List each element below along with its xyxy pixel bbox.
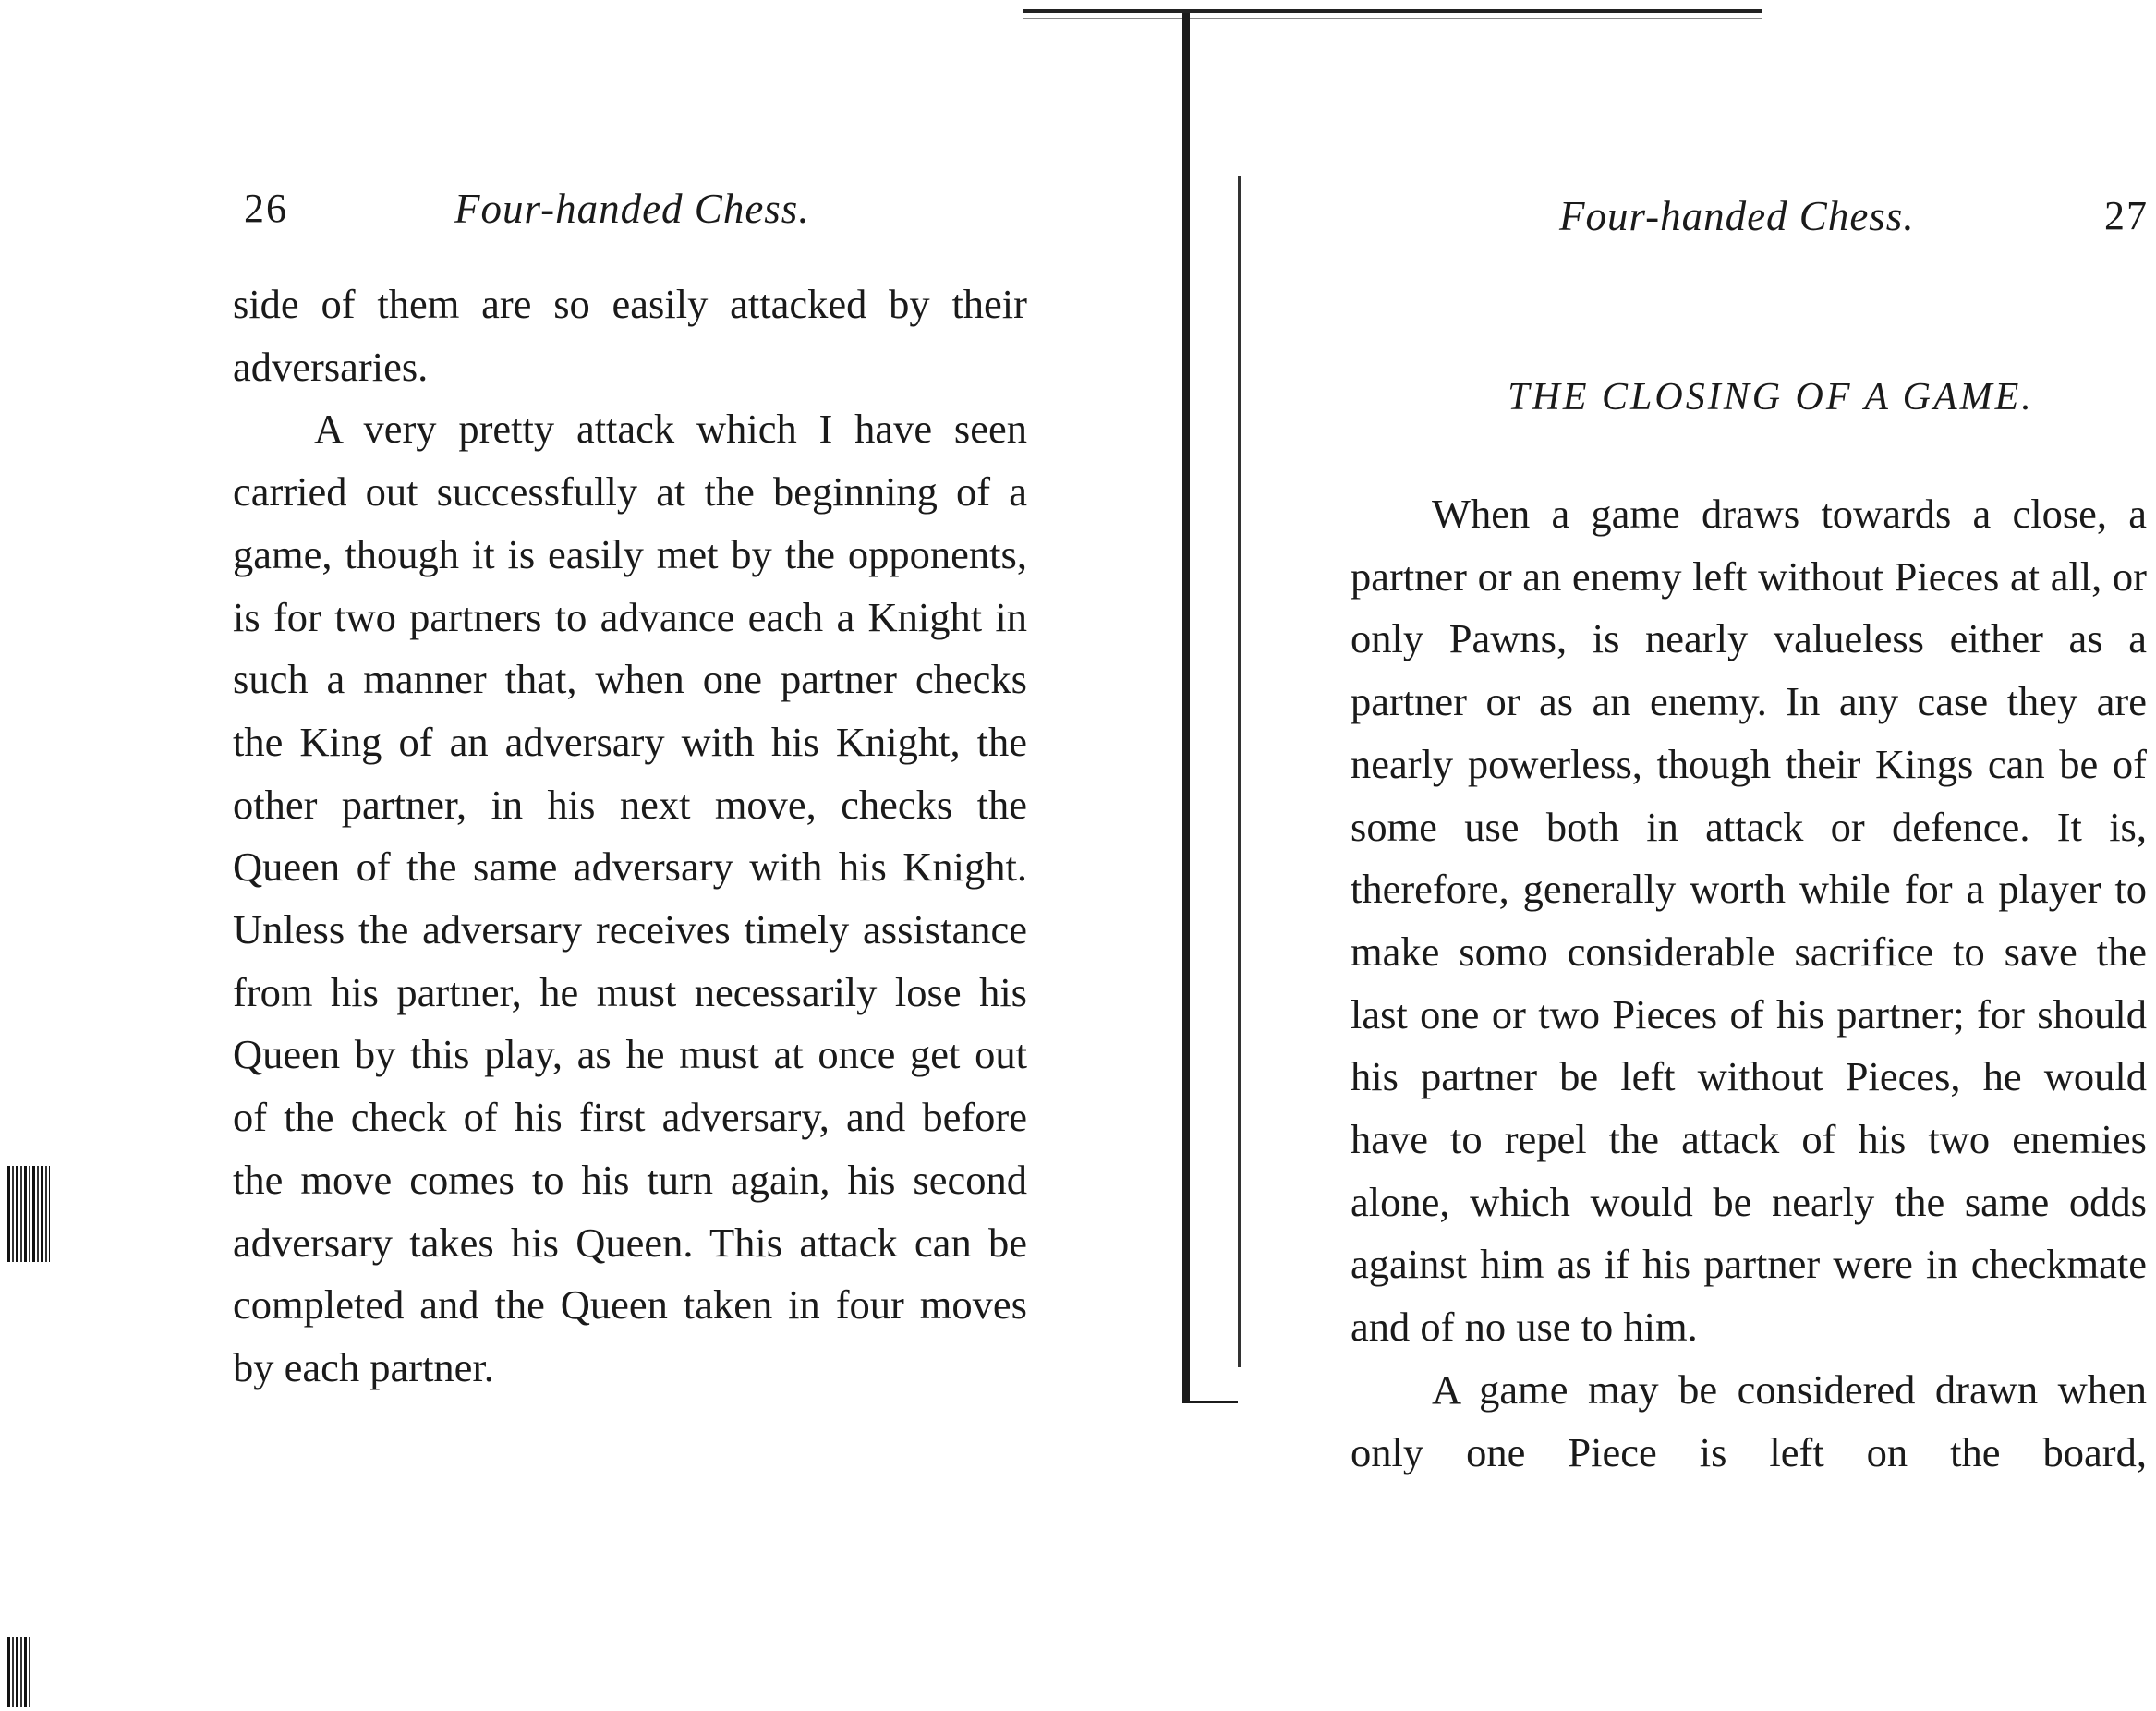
section-heading: THE CLOSING OF A GAME. xyxy=(1508,376,2034,419)
paragraph: side of them are so easily attacked by their adversaries. xyxy=(233,281,1027,390)
binding-inner-line xyxy=(1238,176,1241,1367)
body-text xyxy=(233,273,1027,1400)
running-head xyxy=(1338,181,2149,237)
binding-edge-top-thin xyxy=(1023,18,1762,19)
paragraph: A very pretty attack which I have seen carried out successfully at the beginning of a game, though it is easily met by the opponents, is for two partners to advance each a Knight in such a manner that, when one partner checks the King of an adversary with his Knight, the other partner, in his next move, checks the Queen of the same adversary with his Knight. Unless the adversary receives timely assistance from his partner, he must necessarily lose his Queen by this play, as he must at once get out of the check of his first adversary, and before the move comes to his turn again, his second adversary takes his Queen. This attack can be completed and the Queen taken in four moves by each partner. xyxy=(233,406,1027,1390)
running-head-title: Four-handed Chess. xyxy=(1559,193,1915,239)
binding-edge-top xyxy=(1023,9,1762,13)
binding-spine-foot xyxy=(1190,1401,1238,1403)
scan-edge-mark xyxy=(7,1637,30,1707)
paragraph: When a game draws towards a close, a partner or an enemy left without Pieces at all, or only Pawns, is nearly valueless either as a partner or as an enemy. In any case they are nearly powerless, though their Kings can be of some use both in attack or defence. It is, therefore, generally worth while for a player to make somo considerable sacrifice to save the last one or two Pieces of his partner; for should his partner be left without Pieces, he would have to repel the attack of his two enemies alone, which would be nearly the same odds against him as if his partner were in checkmate and of no use to him. xyxy=(1351,491,2147,1351)
paragraph: A game may be considered drawn when only one Piece is left on the board, xyxy=(1351,1365,2147,1475)
scan-edge-mark xyxy=(7,1166,50,1262)
page-number: 26 xyxy=(244,186,288,231)
body-text xyxy=(1351,483,2147,1484)
page-number: 27 xyxy=(2104,193,2149,238)
binding-spine xyxy=(1182,13,1190,1403)
running-head xyxy=(222,181,1035,237)
running-head-title: Four-handed Chess. xyxy=(454,186,810,232)
